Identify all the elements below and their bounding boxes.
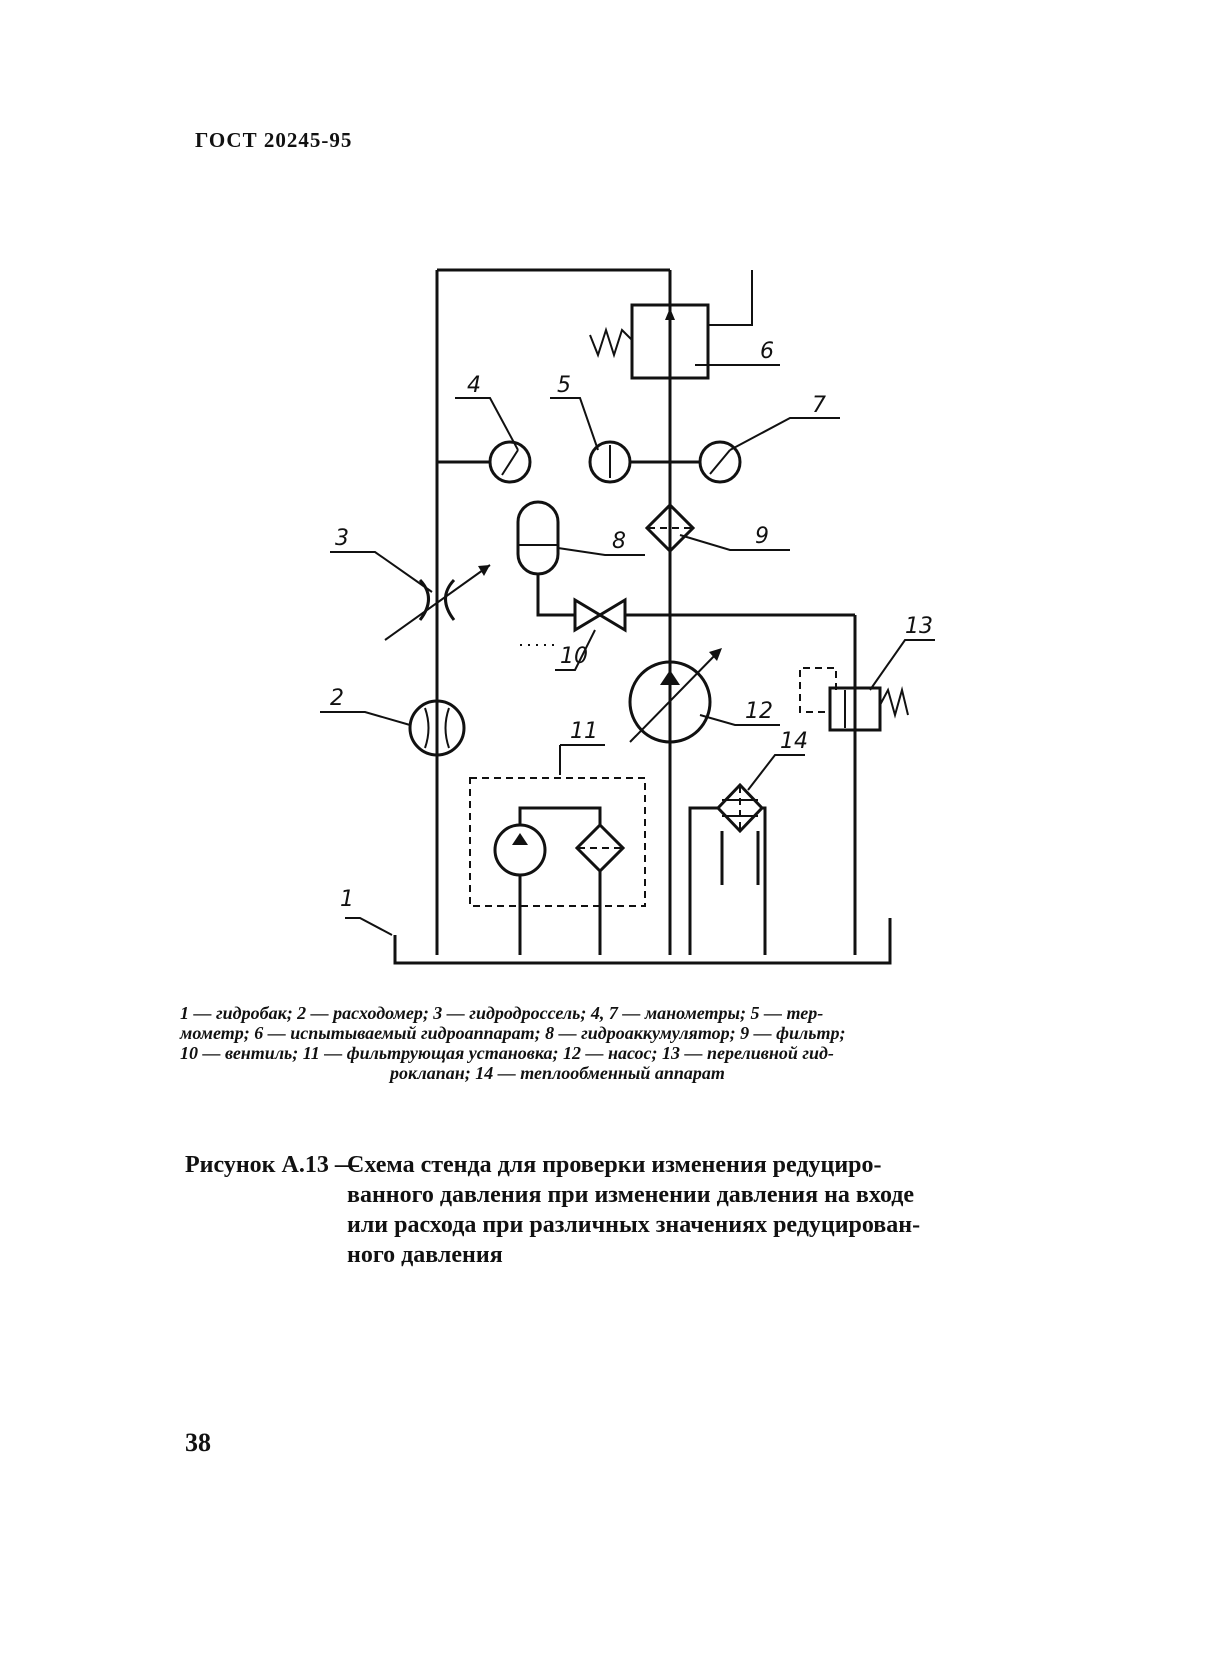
valve-10 [520,600,670,670]
label-3: 3 [335,526,349,551]
legend-line: 10 — вентиль; 11 — фильтрующая установка; 12 — насос; 13 — переливной гид- [180,1043,834,1063]
tested-device-6 [590,270,780,378]
pump-12 [630,648,780,742]
throttle-3 [330,552,490,640]
label-7: 7 [812,393,826,418]
relief-valve-13 [800,640,935,730]
legend-line: роклапан; 14 — теплообменный аппарат [390,1063,725,1083]
tank-leader [345,918,392,935]
pressure-gauge-4 [455,398,530,482]
tank-1 [395,918,890,963]
figure-label: Рисунок А.13 — [185,1152,359,1178]
legend-line: мометр; 6 — испытываемый гидроаппарат; 8 — гидроаккумулятор; 9 — фильтр; [180,1023,846,1043]
label-5: 5 [557,373,571,398]
label-4: 4 [467,373,481,398]
legend [180,1003,1060,1083]
caption-line: ного давления [347,1242,503,1268]
label-13: 13 [905,614,933,639]
label-12: 12 [745,699,773,724]
label-2: 2 [330,686,344,711]
legend-line: 1 — гидробак; 2 — расходомер; 3 — гидродроссель; 4, 7 — манометры; 5 — тер- [180,1003,824,1023]
heat-exchanger-14 [690,755,805,955]
thermometer-5 [550,398,630,482]
pressure-gauge-7 [700,418,840,482]
caption-line: ванного давления при изменении давления на входе [347,1182,915,1208]
caption-line: или расхода при различных значениях редуцирован- [347,1212,921,1238]
label-11: 11 [570,719,598,744]
filtering-unit-11 [470,745,645,955]
page-number: 38 [185,1428,211,1457]
label-14: 14 [780,729,808,754]
label-1: 1 [340,887,354,912]
label-6: 6 [760,339,774,364]
label-9: 9 [755,524,769,549]
document-code: ГОСТ 20245-95 [195,128,353,152]
label-8: 8 [612,529,626,554]
main-lines [437,270,855,955]
caption-line: Схема стенда для проверки изменения редуциро- [347,1152,882,1178]
label-10: 10 [560,644,588,669]
